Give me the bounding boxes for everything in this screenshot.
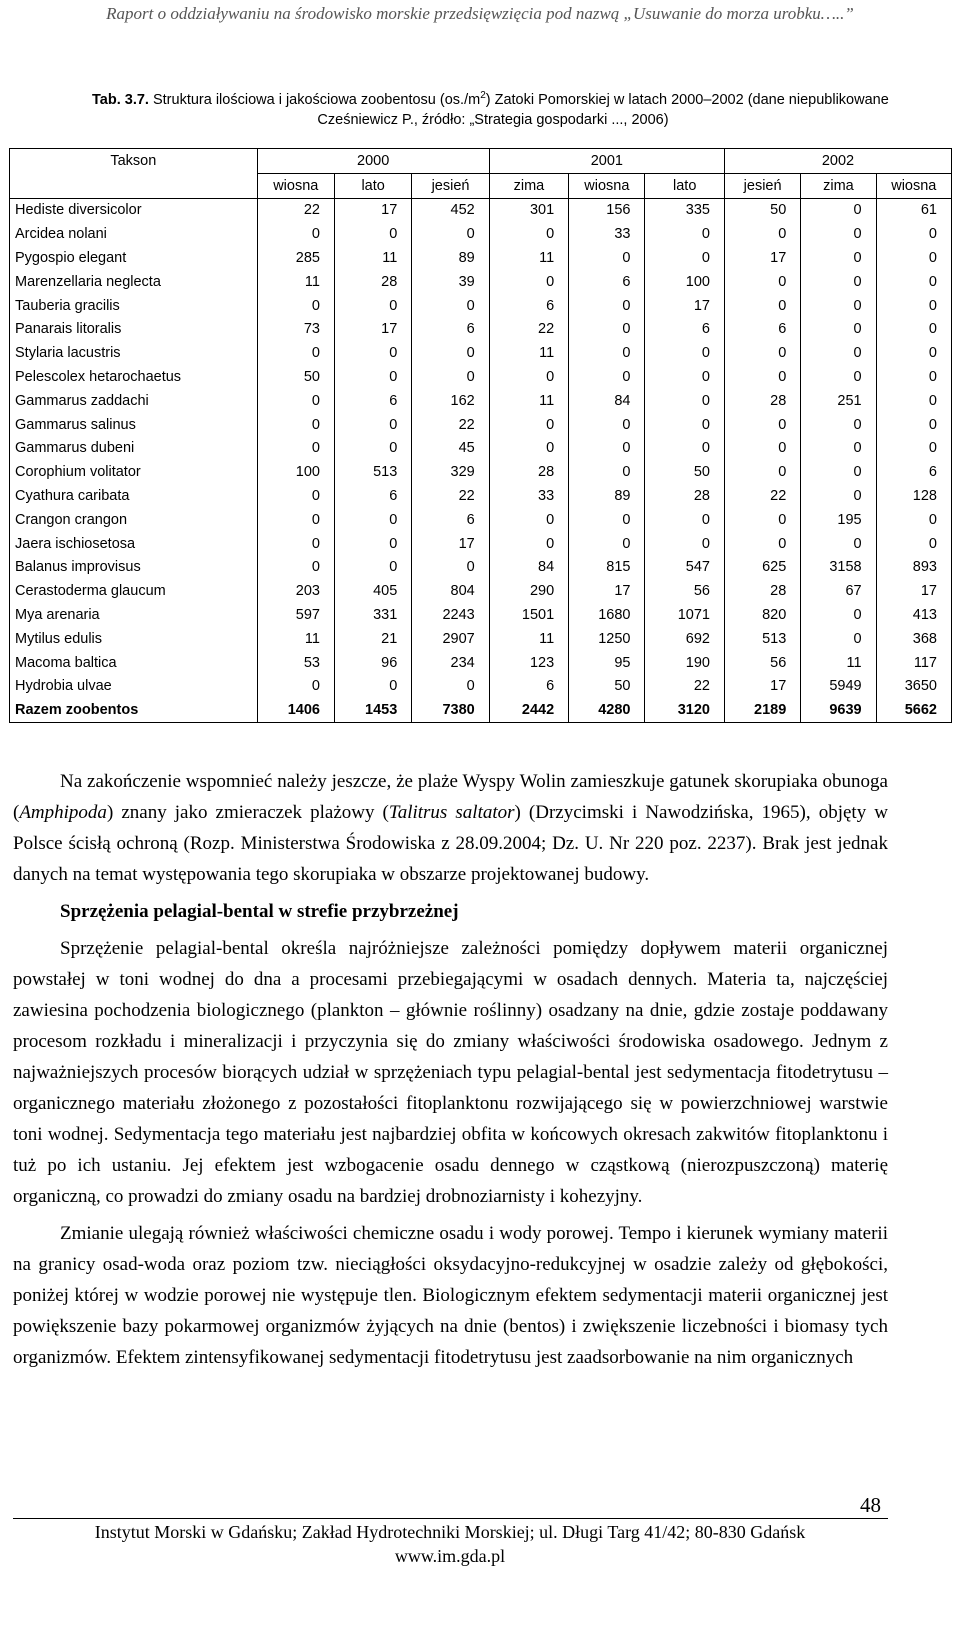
count-cell: 6 (334, 389, 411, 413)
count-cell: 84 (489, 556, 568, 580)
paragraph-sprzezenie: Sprzężenie pelagial-bental określa najróżniejsze zależności pomiędzy dopływem materii organicznej powstałej w toni wodnej do dna a procesami przebiegającymi w osadach dennych. Materia ta, najczęściej zawiesina pochodzenia biologicznego (plankton – głównie roślinny) osadzany na dnie, gdzie zostaje poddawany procesom rozkładu i mineralizacji i przyczynia się do zmiany właściwości środowiska osadowego. Jednym z najważniejszych procesów biorących udział w sprzężeniach typu pelagial-bental jest sedymentacja fitodetrytusu – organicznego materiału złożonego z pozostałości fitoplanktonu rozwijającego się w powierzchniowej warstwie toni wodnej. Sedymentacja tego materiału jest najbardziej obfita w końcowych okresach zakwitów fitoplanktonu i tuż po ich ustaniu. Jej efektem jest wzbogacenie osadu dennego w cząstkową (nierozpuszczoną) materię organiczną, co prowadzi do zmiany osadu na bardziej drobnoziarnisty i kohezyjny. (13, 938, 888, 1207)
count-cell: 4280 (569, 698, 645, 722)
count-cell: 11 (257, 627, 334, 651)
count-cell: 28 (489, 460, 568, 484)
count-cell: 11 (489, 341, 568, 365)
count-cell: 17 (569, 579, 645, 603)
count-cell: 0 (876, 270, 951, 294)
table-row (10, 675, 952, 699)
count-cell: 0 (257, 556, 334, 580)
count-cell: 100 (645, 270, 724, 294)
count-cell: 0 (412, 675, 489, 699)
count-cell: 0 (412, 556, 489, 580)
count-cell: 0 (724, 532, 800, 556)
count-cell: 0 (724, 413, 800, 437)
count-cell: 0 (334, 437, 411, 461)
table-row (10, 437, 952, 461)
season-header: jesień (412, 173, 489, 198)
taxon-name-cell: Hydrobia ulvae (10, 675, 258, 699)
count-cell: 0 (489, 508, 568, 532)
taxon-name-cell: Crangon crangon (10, 508, 258, 532)
paragraph-zmieraczek (13, 766, 888, 890)
count-cell: 0 (645, 365, 724, 389)
season-header: wiosna (876, 173, 951, 198)
season-header: zima (489, 173, 568, 198)
count-cell: 0 (801, 460, 876, 484)
count-cell: 0 (876, 341, 951, 365)
count-cell: 0 (801, 413, 876, 437)
count-cell: 2442 (489, 698, 568, 722)
count-cell: 0 (412, 222, 489, 246)
count-cell: 0 (801, 532, 876, 556)
count-cell: 0 (876, 389, 951, 413)
count-cell: 22 (412, 413, 489, 437)
count-cell: 0 (257, 484, 334, 508)
count-cell: 56 (645, 579, 724, 603)
taxon-name-cell: Hediste diversicolor (10, 198, 258, 222)
table-row (10, 341, 952, 365)
count-cell: 22 (412, 484, 489, 508)
count-cell: 6 (569, 270, 645, 294)
caption-text-b: ) Zatoki Pomorskiej w latach 2000–2002 (dane niepublikowane (485, 91, 889, 108)
count-cell: 0 (257, 675, 334, 699)
count-cell: 6 (334, 484, 411, 508)
count-cell: 11 (801, 651, 876, 675)
count-cell: 50 (569, 675, 645, 699)
season-header: zima (801, 173, 876, 198)
count-cell: 0 (645, 413, 724, 437)
count-cell: 190 (645, 651, 724, 675)
count-cell: 21 (334, 627, 411, 651)
season-header: lato (645, 173, 724, 198)
count-cell: 0 (569, 246, 645, 270)
taxon-name-cell: Razem zoobentos (10, 698, 258, 722)
taxon-name-cell: Corophium volitator (10, 460, 258, 484)
count-cell: 96 (334, 651, 411, 675)
table-body (10, 198, 952, 723)
count-cell: 22 (489, 318, 568, 342)
count-cell: 692 (645, 627, 724, 651)
count-cell: 0 (724, 270, 800, 294)
count-cell: 0 (724, 294, 800, 318)
table-caption (92, 86, 922, 130)
count-cell: 50 (257, 365, 334, 389)
taxon-name-cell: Balanus improvisus (10, 556, 258, 580)
count-cell: 0 (645, 246, 724, 270)
table-row (10, 556, 952, 580)
count-cell: 7380 (412, 698, 489, 722)
taxon-header: Takson (10, 149, 258, 174)
count-cell: 33 (489, 484, 568, 508)
table-row (10, 579, 952, 603)
count-cell: 3120 (645, 698, 724, 722)
table-row (10, 270, 952, 294)
count-cell: 452 (412, 198, 489, 222)
count-cell: 45 (412, 437, 489, 461)
table-row (10, 508, 952, 532)
section-heading: Sprzężenia pelagial-bental w strefie przybrzeżnej (60, 901, 459, 922)
count-cell: 0 (569, 341, 645, 365)
table-row (10, 484, 952, 508)
count-cell: 0 (412, 294, 489, 318)
count-cell: 22 (724, 484, 800, 508)
count-cell: 0 (569, 365, 645, 389)
count-cell: 6 (876, 460, 951, 484)
year-header: 2001 (489, 149, 724, 174)
count-cell: 0 (489, 270, 568, 294)
taxon-name-cell: Pygospio elegant (10, 246, 258, 270)
footer-website: www.im.gda.pl (394, 1546, 506, 1566)
count-cell: 0 (257, 532, 334, 556)
count-cell: 0 (334, 508, 411, 532)
count-cell: 0 (257, 437, 334, 461)
taxon-name-cell: Marenzellaria neglecta (10, 270, 258, 294)
season-header: jesień (724, 173, 800, 198)
count-cell: 820 (724, 603, 800, 627)
taxon-name-cell: Arcidea nolani (10, 222, 258, 246)
year-header: 2000 (257, 149, 489, 174)
count-cell: 0 (801, 627, 876, 651)
taxon-name-cell: Gammarus dubeni (10, 437, 258, 461)
count-cell: 0 (645, 532, 724, 556)
count-cell: 84 (569, 389, 645, 413)
count-cell: 1406 (257, 698, 334, 722)
count-cell: 0 (489, 532, 568, 556)
season-header: wiosna (257, 173, 334, 198)
count-cell: 6 (645, 318, 724, 342)
table-row (10, 603, 952, 627)
running-header: Raport o oddziaływaniu na środowisko morskie przedsięwzięcia pod nazwą „Usuwanie do morza urobku…..” (106, 4, 854, 23)
table-row (10, 627, 952, 651)
count-cell: 0 (569, 532, 645, 556)
season-header-row (10, 173, 952, 198)
count-cell: 6 (412, 318, 489, 342)
count-cell: 11 (334, 246, 411, 270)
count-cell: 625 (724, 556, 800, 580)
count-cell: 17 (724, 675, 800, 699)
count-cell: 0 (645, 341, 724, 365)
count-cell: 0 (334, 556, 411, 580)
count-cell: 0 (257, 341, 334, 365)
count-cell: 5949 (801, 675, 876, 699)
taxon-name-cell: Panarais litoralis (10, 318, 258, 342)
count-cell: 89 (569, 484, 645, 508)
count-cell: 0 (876, 365, 951, 389)
count-cell: 17 (645, 294, 724, 318)
count-cell: 0 (489, 413, 568, 437)
caption-label: Tab. 3.7. (92, 91, 149, 108)
count-cell: 156 (569, 198, 645, 222)
count-cell: 0 (876, 532, 951, 556)
count-cell: 893 (876, 556, 951, 580)
count-cell: 0 (334, 675, 411, 699)
count-cell: 0 (876, 246, 951, 270)
count-cell: 17 (724, 246, 800, 270)
taxon-name-cell: Jaera ischiosetosa (10, 532, 258, 556)
count-cell: 2907 (412, 627, 489, 651)
page-number: 48 (860, 1493, 881, 1517)
count-cell: 0 (645, 389, 724, 413)
count-cell: 0 (876, 318, 951, 342)
table-row (10, 222, 952, 246)
count-cell: 0 (645, 437, 724, 461)
footer-rule (13, 1518, 888, 1519)
footer-address: Instytut Morski w Gdańsku; Zakład Hydrotechniki Morskiej; ul. Długi Targ 41/42; 80-830 Gdańsk (94, 1522, 806, 1542)
count-cell: 0 (412, 365, 489, 389)
taxon-name-cell: Mytilus edulis (10, 627, 258, 651)
count-cell: 0 (334, 341, 411, 365)
count-cell: 128 (876, 484, 951, 508)
season-header: wiosna (569, 173, 645, 198)
count-cell: 1453 (334, 698, 411, 722)
count-cell: 89 (412, 246, 489, 270)
count-cell: 28 (724, 389, 800, 413)
count-cell: 203 (257, 579, 334, 603)
count-cell: 0 (801, 437, 876, 461)
count-cell: 815 (569, 556, 645, 580)
count-cell: 123 (489, 651, 568, 675)
count-cell: 67 (801, 579, 876, 603)
caption-text-a: Struktura ilościowa i jakościowa zoobentosu (os./m (148, 91, 481, 108)
count-cell: 405 (334, 579, 411, 603)
count-cell: 0 (724, 508, 800, 532)
count-cell: 6 (489, 675, 568, 699)
count-cell: 290 (489, 579, 568, 603)
count-cell: 11 (489, 246, 568, 270)
paragraph-zmianie: Zmianie ulegają również właściwości chemiczne osadu i wody porowej. Tempo i kierunek wymiany materii na granicy osad-woda oraz poziom tzw. nieciągłości oksydacyjno-redukcyjnej w osadzie zależy od głębokości, poniżej której w wodzie porowej nie występuje tlen. Biologicznym efektem sedymentacji materii organicznej jest powiększenie bazy pokarmowej organizmów żyjących na dnie (bentos) i zwiększenie liczebności i biomasy tych organizmów. Efektem zintensyfikowanej sedymentacji fitodetrytusu jest zaadsorbowanie na nim organicznych (13, 1223, 888, 1368)
count-cell: 0 (569, 413, 645, 437)
count-cell: 0 (569, 318, 645, 342)
paragraph-text: ) znany jako zmieraczek plażowy ( (106, 802, 389, 823)
count-cell: 0 (569, 460, 645, 484)
count-cell: 33 (569, 222, 645, 246)
count-cell: 5662 (876, 698, 951, 722)
count-cell: 0 (257, 508, 334, 532)
table-row (10, 318, 952, 342)
table-row (10, 294, 952, 318)
count-cell: 162 (412, 389, 489, 413)
count-cell: 6 (489, 294, 568, 318)
count-cell: 53 (257, 651, 334, 675)
taxon-name-cell: Pelescolex hetarochaetus (10, 365, 258, 389)
taxon-header-spacer (10, 173, 258, 198)
taxon-name-cell: Tauberia gracilis (10, 294, 258, 318)
caption-superscript: 2 (480, 90, 486, 101)
taxon-name-cell: Macoma baltica (10, 651, 258, 675)
count-cell: 0 (334, 413, 411, 437)
count-cell: 0 (724, 460, 800, 484)
count-cell: 285 (257, 246, 334, 270)
count-cell: 0 (412, 341, 489, 365)
count-cell: 0 (334, 532, 411, 556)
count-cell: 1680 (569, 603, 645, 627)
count-cell: 1250 (569, 627, 645, 651)
count-cell: 0 (801, 341, 876, 365)
count-cell: 95 (569, 651, 645, 675)
count-cell: 11 (489, 389, 568, 413)
count-cell: 0 (334, 222, 411, 246)
count-cell: 50 (645, 460, 724, 484)
count-cell: 100 (257, 460, 334, 484)
count-cell: 11 (489, 627, 568, 651)
count-cell: 0 (876, 294, 951, 318)
italic-term: Talitrus saltator (388, 802, 515, 823)
count-cell: 6 (412, 508, 489, 532)
year-header-row (10, 149, 952, 174)
table-row (10, 389, 952, 413)
count-cell: 0 (257, 413, 334, 437)
count-cell: 0 (489, 365, 568, 389)
count-cell: 331 (334, 603, 411, 627)
season-header: lato (334, 173, 411, 198)
count-cell: 11 (257, 270, 334, 294)
count-cell: 3650 (876, 675, 951, 699)
count-cell: 0 (801, 246, 876, 270)
table-row (10, 413, 952, 437)
count-cell: 251 (801, 389, 876, 413)
paragraph-text: Na zakończenie wspomnieć należy jeszcze, że plaże Wyspy Wolin zamieszkuje gatunek skorupiaka obunoga ( (13, 771, 888, 823)
count-cell: 0 (569, 294, 645, 318)
count-cell: 513 (724, 627, 800, 651)
year-header: 2002 (724, 149, 951, 174)
total-row (10, 698, 952, 722)
count-cell: 0 (334, 365, 411, 389)
count-cell: 28 (724, 579, 800, 603)
count-cell: 50 (724, 198, 800, 222)
count-cell: 0 (876, 437, 951, 461)
count-cell: 22 (645, 675, 724, 699)
count-cell: 0 (489, 437, 568, 461)
count-cell: 0 (801, 294, 876, 318)
count-cell: 195 (801, 508, 876, 532)
body-text (13, 766, 888, 1373)
count-cell: 0 (801, 603, 876, 627)
count-cell: 1501 (489, 603, 568, 627)
count-cell: 6 (724, 318, 800, 342)
count-cell: 0 (569, 508, 645, 532)
taxon-name-cell: Stylaria lacustris (10, 341, 258, 365)
count-cell: 0 (876, 413, 951, 437)
count-cell: 234 (412, 651, 489, 675)
taxon-name-cell: Mya arenaria (10, 603, 258, 627)
count-cell: 17 (334, 198, 411, 222)
count-cell: 0 (257, 389, 334, 413)
count-cell: 1071 (645, 603, 724, 627)
count-cell: 0 (645, 222, 724, 246)
page-footer (0, 1520, 900, 1568)
count-cell: 22 (257, 198, 334, 222)
zoobenthos-table-container (9, 148, 952, 723)
count-cell: 73 (257, 318, 334, 342)
taxon-name-cell: Cyathura caribata (10, 484, 258, 508)
count-cell: 2189 (724, 698, 800, 722)
taxon-name-cell: Cerastoderma glaucum (10, 579, 258, 603)
taxon-name-cell: Gammarus zaddachi (10, 389, 258, 413)
count-cell: 0 (801, 198, 876, 222)
count-cell: 39 (412, 270, 489, 294)
table-row (10, 246, 952, 270)
count-cell: 0 (334, 294, 411, 318)
count-cell: 0 (489, 222, 568, 246)
count-cell: 2243 (412, 603, 489, 627)
count-cell: 17 (876, 579, 951, 603)
count-cell: 9639 (801, 698, 876, 722)
table-row (10, 532, 952, 556)
count-cell: 0 (801, 270, 876, 294)
count-cell: 0 (876, 508, 951, 532)
count-cell: 413 (876, 603, 951, 627)
count-cell: 0 (801, 222, 876, 246)
count-cell: 335 (645, 198, 724, 222)
count-cell: 368 (876, 627, 951, 651)
table-row (10, 365, 952, 389)
count-cell: 804 (412, 579, 489, 603)
table-row (10, 198, 952, 222)
count-cell: 0 (724, 365, 800, 389)
count-cell: 3158 (801, 556, 876, 580)
count-cell: 301 (489, 198, 568, 222)
count-cell: 329 (412, 460, 489, 484)
table-row (10, 460, 952, 484)
count-cell: 61 (876, 198, 951, 222)
count-cell: 17 (412, 532, 489, 556)
count-cell: 597 (257, 603, 334, 627)
count-cell: 0 (801, 365, 876, 389)
count-cell: 0 (645, 508, 724, 532)
count-cell: 0 (569, 437, 645, 461)
italic-term: Amphipoda (19, 802, 107, 823)
count-cell: 28 (645, 484, 724, 508)
count-cell: 28 (334, 270, 411, 294)
count-cell: 0 (257, 222, 334, 246)
table-row (10, 651, 952, 675)
count-cell: 0 (801, 318, 876, 342)
caption-line2: Cześniewicz P., źródło: „Strategia gospodarki ..., 2006) (317, 111, 669, 128)
taxon-name-cell: Gammarus salinus (10, 413, 258, 437)
zoobenthos-table (9, 148, 952, 723)
count-cell: 0 (257, 294, 334, 318)
count-cell: 117 (876, 651, 951, 675)
count-cell: 0 (876, 222, 951, 246)
paragraph-text: ) (Drzycimski i Nawodzińska, 1965), objęty w Polsce ścisłą ochroną (Rozp. Ministerstwa Środowiska z 28.09.2004; Dz. U. Nr 220 poz. 2237). Brak jest jednak danych na temat występowania tego skorupiaka w obszarze projektowanej budowy. (13, 802, 888, 885)
count-cell: 547 (645, 556, 724, 580)
count-cell: 513 (334, 460, 411, 484)
count-cell: 56 (724, 651, 800, 675)
count-cell: 0 (724, 341, 800, 365)
count-cell: 17 (334, 318, 411, 342)
count-cell: 0 (724, 437, 800, 461)
count-cell: 0 (724, 222, 800, 246)
count-cell: 0 (801, 484, 876, 508)
